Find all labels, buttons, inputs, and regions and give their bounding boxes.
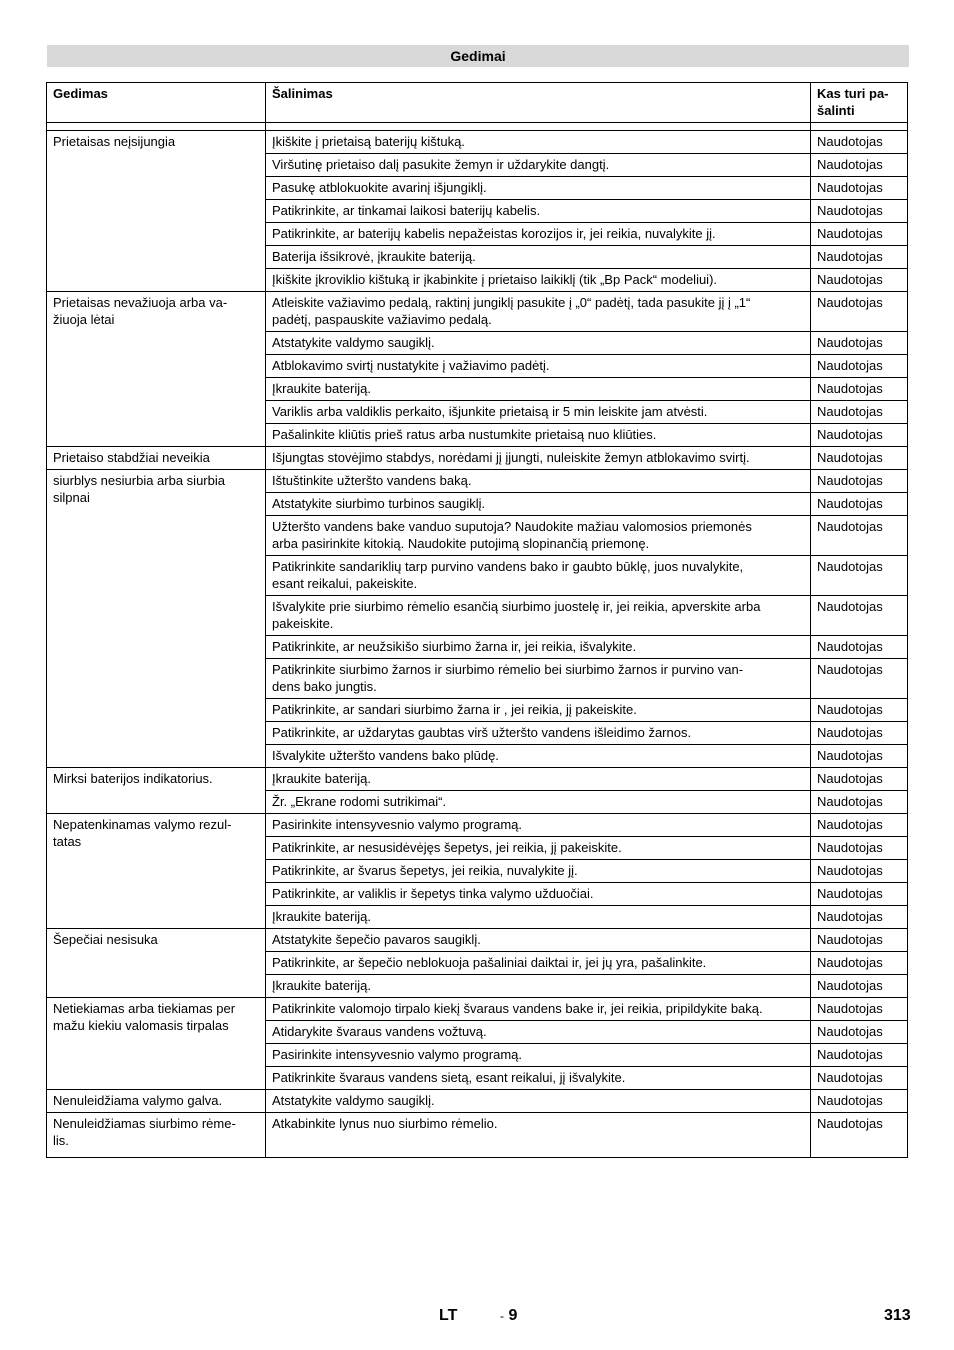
remedy-cell: Patikrinkite valomojo tirpalo kiekį švaraus vandens bake ir, jei reikia, pripildykite baką. [266, 998, 811, 1021]
remedy-cell: Atstatykite valdymo saugiklį. [266, 1090, 811, 1113]
section-title: Gedimai [47, 45, 909, 67]
responsible-cell: Naudotojas [811, 636, 908, 659]
responsible-cell: Naudotojas [811, 447, 908, 470]
remedy-cell: Įkraukite bateriją. [266, 378, 811, 401]
responsible-cell: Naudotojas [811, 154, 908, 177]
table-row [47, 292, 908, 332]
responsible-cell: Naudotojas [811, 556, 908, 596]
header-fault: Gedimas [47, 83, 266, 123]
footer-language: LT [439, 1307, 458, 1324]
responsible-cell: Naudotojas [811, 745, 908, 768]
table-row [47, 447, 908, 470]
header-who [811, 83, 908, 123]
remedy-cell: Atkabinkite lynus nuo siurbimo rėmelio. [266, 1113, 811, 1158]
fault-cell: Netiekiamas arba tiekiamas per mažu kiekiu valomasis tirpalas [47, 998, 266, 1090]
remedy-cell: Atblokavimo svirtį nustatykite į važiavimo padėtį. [266, 355, 811, 378]
table-row [47, 814, 908, 837]
fault-cell: Šepečiai nesisuka [47, 929, 266, 998]
remedy-cell: Patikrinkite sandariklių tarp purvino vandens bako ir gaubto būklę, juos nuvalykite, esant reikalui, pakeiskite. [266, 556, 811, 596]
responsible-cell: Naudotojas [811, 952, 908, 975]
responsible-cell: Naudotojas [811, 1021, 908, 1044]
fault-cell: Prietaisas nevažiuoja arba va- žiuoja lėtai [47, 292, 266, 447]
troubleshooting-table [46, 82, 908, 1158]
remedy-cell: Užteršto vandens bake vanduo suputoja? Naudokite mažiau valomosios priemonės arba pasirinkite kitokią. Naudokite putojimą slopinančią priemonę. [266, 516, 811, 556]
remedy-cell: Pasirinkite intensyvesnio valymo programą. [266, 814, 811, 837]
responsible-cell: Naudotojas [811, 837, 908, 860]
header-spacer-row [47, 123, 908, 131]
responsible-cell: Naudotojas [811, 906, 908, 929]
remedy-cell: Išjungtas stovėjimo stabdys, norėdami jį įjungti, nuleiskite žemyn atblokavimo svirtį. [266, 447, 811, 470]
remedy-cell: Atstatykite šepečio pavaros saugiklį. [266, 929, 811, 952]
remedy-cell: Atleiskite važiavimo pedalą, raktinį jungiklį pasukite į „0“ padėtį, tada pasukite jį į „1“ padėtį, paspauskite važiavimo pedalą. [266, 292, 811, 332]
remedy-cell: Įkiškite į prietaisą baterijų kištuką. [266, 131, 811, 154]
responsible-cell: Naudotojas [811, 998, 908, 1021]
responsible-cell: Naudotojas [811, 355, 908, 378]
responsible-cell: Naudotojas [811, 814, 908, 837]
responsible-cell: Naudotojas [811, 516, 908, 556]
footer-dash: - [500, 1309, 504, 1323]
fault-cell: siurblys nesiurbia arba siurbia silpnai [47, 470, 266, 768]
table-header-row [47, 83, 908, 123]
responsible-cell: Naudotojas [811, 791, 908, 814]
table-row [47, 998, 908, 1021]
fault-cell: Nenuleidžiamas siurbimo rėme- lis. [47, 1113, 266, 1158]
responsible-cell: Naudotojas [811, 424, 908, 447]
remedy-cell: Patikrinkite, ar švarus šepetys, jei reikia, nuvalykite jį. [266, 860, 811, 883]
responsible-cell: Naudotojas [811, 699, 908, 722]
remedy-cell: Ištuštinkite užteršto vandens baką. [266, 470, 811, 493]
table-row [47, 768, 908, 791]
header-who-line1: Kas turi pa- [817, 86, 889, 101]
responsible-cell: Naudotojas [811, 292, 908, 332]
responsible-cell: Naudotojas [811, 883, 908, 906]
remedy-cell: Patikrinkite, ar baterijų kabelis nepažeistas korozijos ir, jei reikia, nuvalykite jį. [266, 223, 811, 246]
remedy-cell: Patikrinkite, ar nesusidėvėjęs šepetys, jei reikia, jį pakeiskite. [266, 837, 811, 860]
responsible-cell: Naudotojas [811, 131, 908, 154]
remedy-cell: Patikrinkite, ar tinkamai laikosi baterijų kabelis. [266, 200, 811, 223]
remedy-cell: Įkraukite bateriją. [266, 906, 811, 929]
responsible-cell: Naudotojas [811, 200, 908, 223]
footer-section-page [500, 1307, 517, 1325]
responsible-cell: Naudotojas [811, 269, 908, 292]
table-row [47, 470, 908, 493]
remedy-cell: Pasukę atblokuokite avarinį išjungiklį. [266, 177, 811, 200]
fault-cell: Prietaiso stabdžiai neveikia [47, 447, 266, 470]
remedy-cell: Įkiškite įkroviklio kištuką ir įkabinkite į prietaiso laikiklį (tik „Bp Pack“ modeliui). [266, 269, 811, 292]
responsible-cell: Naudotojas [811, 860, 908, 883]
remedy-cell: Patikrinkite siurbimo žarnos ir siurbimo rėmelio bei siurbimo žarnos ir purvino van- dens bako jungtis. [266, 659, 811, 699]
remedy-cell: Patikrinkite švaraus vandens sietą, esant reikalui, jį išvalykite. [266, 1067, 811, 1090]
remedy-cell: Variklis arba valdiklis perkaito, išjunkite prietaisą ir 5 min leiskite jam atvėsti. [266, 401, 811, 424]
responsible-cell: Naudotojas [811, 332, 908, 355]
remedy-cell: Patikrinkite, ar valiklis ir šepetys tinka valymo užduočiai. [266, 883, 811, 906]
remedy-cell: Patikrinkite, ar šepečio neblokuoja pašaliniai daiktai ir, jei jų yra, pašalinkite. [266, 952, 811, 975]
header-remedy: Šalinimas [266, 83, 811, 123]
remedy-cell: Patikrinkite, ar sandari siurbimo žarna ir , jei reikia, jį pakeiskite. [266, 699, 811, 722]
header-who-line2: šalinti [817, 103, 855, 118]
remedy-cell: Atstatykite valdymo saugiklį. [266, 332, 811, 355]
table-row [47, 1113, 908, 1158]
responsible-cell: Naudotojas [811, 401, 908, 424]
remedy-cell: Baterija išsikrovė, įkraukite bateriją. [266, 246, 811, 269]
fault-cell: Nenuleidžiama valymo galva. [47, 1090, 266, 1113]
responsible-cell: Naudotojas [811, 1044, 908, 1067]
remedy-cell: Patikrinkite, ar neužsikišo siurbimo žarna ir, jei reikia, išvalykite. [266, 636, 811, 659]
remedy-cell: Išvalykite užteršto vandens bako plūdę. [266, 745, 811, 768]
fault-cell: Nepatenkinamas valymo rezul- tatas [47, 814, 266, 929]
responsible-cell: Naudotojas [811, 1113, 908, 1158]
responsible-cell: Naudotojas [811, 378, 908, 401]
responsible-cell: Naudotojas [811, 722, 908, 745]
responsible-cell: Naudotojas [811, 1090, 908, 1113]
remedy-cell: Viršutinę prietaiso dalį pasukite žemyn ir uždarykite dangtį. [266, 154, 811, 177]
responsible-cell: Naudotojas [811, 596, 908, 636]
remedy-cell: Įkraukite bateriją. [266, 768, 811, 791]
fault-cell: Mirksi baterijos indikatorius. [47, 768, 266, 814]
responsible-cell: Naudotojas [811, 929, 908, 952]
remedy-cell: Išvalykite prie siurbimo rėmelio esančią siurbimo juostelę ir, jei reikia, apverskite arba pakeiskite. [266, 596, 811, 636]
remedy-cell: Pašalinkite kliūtis prieš ratus arba nustumkite prietaisą nuo kliūties. [266, 424, 811, 447]
fault-cell: Prietaisas neįsijungia [47, 131, 266, 292]
remedy-cell: Atidarykite švaraus vandens vožtuvą. [266, 1021, 811, 1044]
remedy-cell: Pasirinkite intensyvesnio valymo programą. [266, 1044, 811, 1067]
responsible-cell: Naudotojas [811, 975, 908, 998]
remedy-cell: Patikrinkite, ar uždarytas gaubtas virš užteršto vandens išleidimo žarnos. [266, 722, 811, 745]
responsible-cell: Naudotojas [811, 246, 908, 269]
table-row [47, 131, 908, 154]
remedy-cell: Žr. „Ekrane rodomi sutrikimai“. [266, 791, 811, 814]
table-body [47, 131, 908, 1158]
responsible-cell: Naudotojas [811, 659, 908, 699]
responsible-cell: Naudotojas [811, 1067, 908, 1090]
remedy-cell: Atstatykite siurbimo turbinos saugiklį. [266, 493, 811, 516]
table-row [47, 1090, 908, 1113]
responsible-cell: Naudotojas [811, 177, 908, 200]
responsible-cell: Naudotojas [811, 768, 908, 791]
table-row [47, 929, 908, 952]
footer-page-number: 313 [884, 1307, 911, 1324]
responsible-cell: Naudotojas [811, 223, 908, 246]
footer-section-page-number: 9 [508, 1307, 518, 1324]
responsible-cell: Naudotojas [811, 470, 908, 493]
responsible-cell: Naudotojas [811, 493, 908, 516]
remedy-cell: Įkraukite bateriją. [266, 975, 811, 998]
